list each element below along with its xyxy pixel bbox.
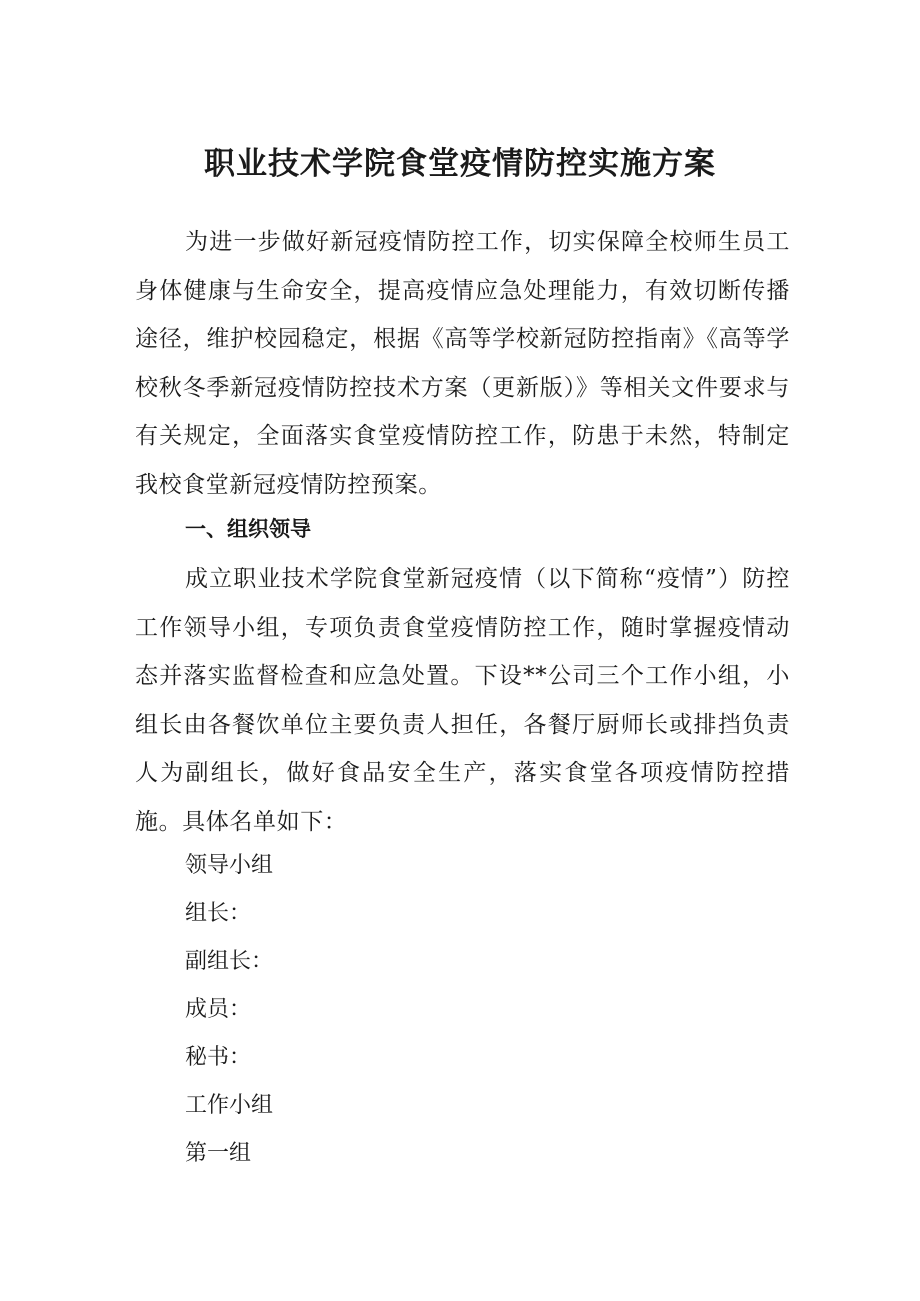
intro-paragraph: 为进一步做好新冠疫情防控工作，切实保障全校师生员工身体健康与生命安全，提高疫情应急处理能力，有效切断传播途径，维护校园稳定，根据《高等学校新冠防控指南》《高等学校秋冬季新冠疫情防控技术方案（更新版）》等相关文件要求与有关规定，全面落实食堂疫情防控工作，防患于未然，特制定我校食堂新冠疫情防控预案。	[135, 229, 790, 498]
group-one-label: 第一组	[185, 1141, 252, 1166]
deputy-leader-label: 副组长：	[185, 949, 274, 974]
leading-group-label: 领导小组	[185, 853, 274, 878]
leader-label: 组长：	[185, 901, 252, 926]
secretary-label: 秘书：	[185, 1045, 252, 1070]
members-label: 成员：	[185, 997, 252, 1022]
document-title: 职业技术学院食堂疫情防控实施方案	[204, 146, 716, 182]
working-groups-label: 工作小组	[185, 1093, 274, 1118]
organization-paragraph: 成立职业技术学院食堂新冠疫情（以下简称“疫情”）防控工作领导小组，专项负责食堂疫情防控工作，随时掌握疫情动态并落实监督检查和应急处置。下设**公司三个工作小组，小组长由各餐饮单位主要负责人担任，各餐厅厨师长或排挡负责人为副组长，做好食品安全生产，落实食堂各项疫情防控措施。具体名单如下：	[135, 566, 790, 835]
section-heading-organization: 一、组织领导	[185, 517, 311, 541]
